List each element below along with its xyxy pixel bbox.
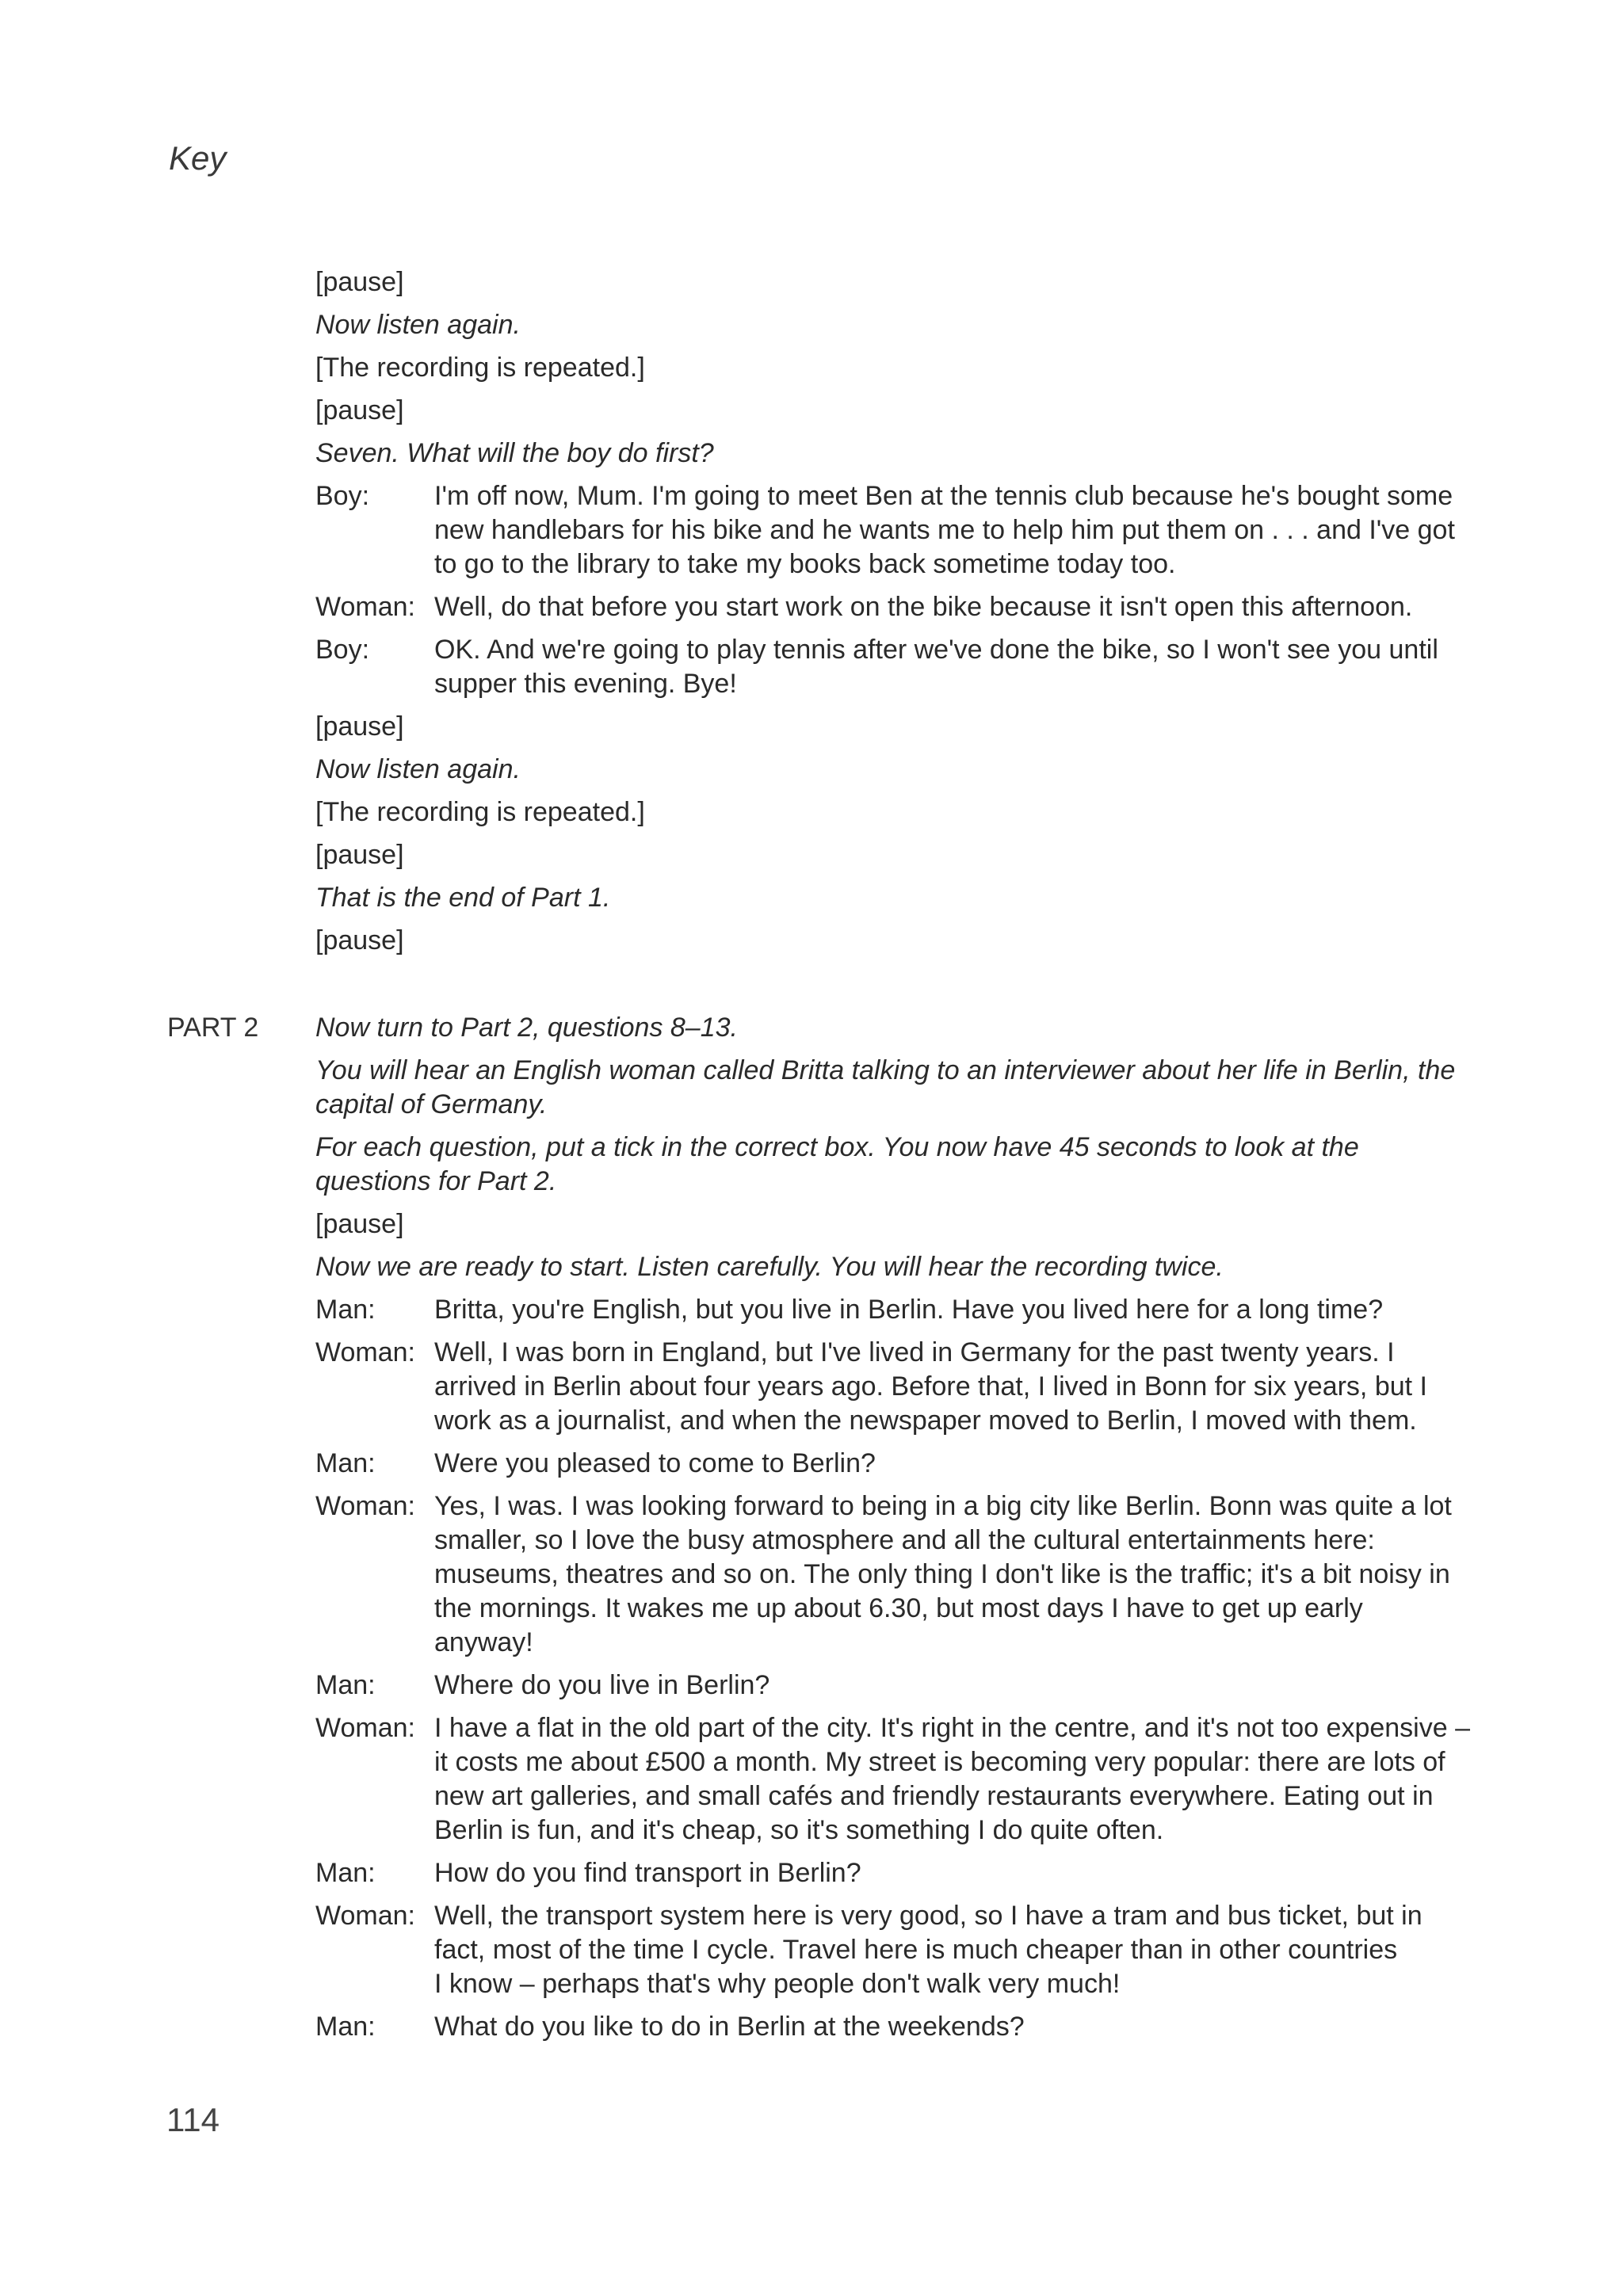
dialogue-line (315, 1489, 1504, 1660)
page-number: 114 (166, 2101, 220, 2138)
page-header: Key (169, 139, 227, 177)
speaker: Man: (315, 1448, 376, 1478)
speaker: Boy: (315, 635, 370, 665)
dialogue-line (315, 1856, 1504, 1890)
part-2-label: PART 2 (167, 1013, 259, 1043)
speaker: Woman: (315, 592, 415, 622)
stage-direction: [pause] (315, 395, 404, 425)
dialogue-line (315, 1711, 1504, 1848)
utterance-line: I'm off now, Mum. I'm going to meet Ben at the tennis club because he's bought some (434, 481, 1453, 511)
dialogue-line (315, 633, 1504, 701)
utterance (434, 590, 1504, 624)
utterance-line: new art galleries, and small cafés and friendly restaurants everywhere. Eating out in (434, 1781, 1434, 1811)
utterance (434, 633, 1504, 701)
speaker: Woman: (315, 1337, 415, 1367)
utterance-line: Yes, I was. I was looking forward to being in a big city like Berlin. Bonn was quite a lot (434, 1491, 1452, 1521)
utterance-line: new handlebars for his bike and he wants me to help him put them on . . . and I've got (434, 515, 1455, 545)
speaker: Man: (315, 1858, 376, 1888)
instruction-line: capital of Germany. (315, 1089, 548, 1119)
instruction (315, 1054, 1504, 1122)
instruction-line: For each question, put a tick in the correct box. You now have 45 seconds to look at the (315, 1132, 1359, 1162)
utterance-line: Britta, you're English, but you live in Berlin. Have you lived here for a long time? (434, 1295, 1384, 1325)
dialogue-line (315, 1336, 1504, 1438)
utterance (434, 1336, 1504, 1438)
utterance (434, 1489, 1504, 1660)
part2-transcript (315, 1011, 1504, 2053)
stage-direction: [pause] (315, 840, 404, 870)
dialogue-line (315, 590, 1504, 624)
utterance-line: supper this evening. Bye! (434, 669, 737, 699)
dialogue-line (315, 479, 1504, 582)
utterance (434, 1711, 1504, 1848)
utterance-line: to go to the library to take my books back sometime today too. (434, 549, 1176, 579)
speaker: Man: (315, 1295, 376, 1325)
stage-direction: [pause] (315, 925, 404, 955)
instruction: Now listen again. (315, 754, 521, 784)
utterance-line: Well, do that before you start work on the bike because it isn't open this afternoon. (434, 592, 1413, 622)
part1-transcript (315, 265, 1504, 967)
utterance-line: I know – perhaps that's why people don't walk very much! (434, 1969, 1121, 1999)
stage-direction: [pause] (315, 1209, 404, 1239)
utterance (434, 2010, 1504, 2044)
stage-direction: [pause] (315, 711, 404, 742)
speaker: Man: (315, 1670, 376, 1700)
speaker: Woman: (315, 1713, 415, 1743)
utterance-line: anyway! (434, 1627, 533, 1657)
utterance-line: fact, most of the time I cycle. Travel here is much cheaper than in other countries (434, 1935, 1398, 1965)
dialogue-line (315, 1293, 1504, 1327)
speaker: Man: (315, 2012, 376, 2042)
dialogue-line (315, 2010, 1504, 2044)
utterance-line: Were you pleased to come to Berlin? (434, 1448, 876, 1478)
stage-direction: [The recording is repeated.] (315, 797, 645, 827)
utterance-line: the mornings. It wakes me up about 6.30, but most days I have to get up early (434, 1593, 1363, 1623)
utterance-line: What do you like to do in Berlin at the weekends? (434, 2012, 1025, 2042)
stage-direction: [pause] (315, 267, 404, 297)
speaker: Woman: (315, 1491, 415, 1521)
utterance (434, 1669, 1504, 1703)
utterance-line: Where do you live in Berlin? (434, 1670, 770, 1700)
utterance-line: OK. And we're going to play tennis after we've done the bike, so I won't see you until (434, 635, 1438, 665)
speaker: Boy: (315, 481, 370, 511)
utterance (434, 1899, 1504, 2001)
stage-direction: [The recording is repeated.] (315, 353, 645, 383)
utterance (434, 479, 1504, 582)
instruction-line: You will hear an English woman called Britta talking to an interviewer about her life in Berlin, the (315, 1055, 1456, 1085)
utterance-line: Well, the transport system here is very good, so I have a tram and bus ticket, but in (434, 1901, 1423, 1931)
instruction: Now turn to Part 2, questions 8–13. (315, 1013, 738, 1043)
utterance-line: arrived in Berlin about four years ago. Before that, I lived in Bonn for six years, but I (434, 1371, 1427, 1402)
utterance-line: it costs me about £500 a month. My street is becoming very popular: there are lots of (434, 1747, 1445, 1777)
instruction: Now listen again. (315, 310, 521, 340)
instruction: Now we are ready to start. Listen carefully. You will hear the recording twice. (315, 1252, 1224, 1282)
dialogue-line (315, 1669, 1504, 1703)
utterance-line: museums, theatres and so on. The only thing I don't like is the traffic; it's a bit noisy in (434, 1559, 1450, 1589)
dialogue-line (315, 1447, 1504, 1481)
speaker: Woman: (315, 1901, 415, 1931)
dialogue-line (315, 1899, 1504, 2001)
instruction (315, 1131, 1504, 1199)
utterance-line: Well, I was born in England, but I've lived in Germany for the past twenty years. I (434, 1337, 1395, 1367)
utterance-line: How do you find transport in Berlin? (434, 1858, 861, 1888)
question-prompt: Seven. What will the boy do first? (315, 438, 714, 468)
utterance (434, 1447, 1504, 1481)
utterance-line: work as a journalist, and when the newspaper moved to Berlin, I moved with them. (434, 1405, 1417, 1436)
utterance-line: I have a flat in the old part of the city. It's right in the centre, and it's not too expensive – (434, 1713, 1470, 1743)
utterance (434, 1293, 1504, 1327)
instruction: That is the end of Part 1. (315, 883, 611, 913)
utterance-line: Berlin is fun, and it's cheap, so it's something I do quite often. (434, 1815, 1164, 1845)
utterance-line: smaller, so I love the busy atmosphere and all the cultural entertainments here: (434, 1525, 1375, 1555)
utterance (434, 1856, 1504, 1890)
instruction-line: questions for Part 2. (315, 1166, 557, 1196)
